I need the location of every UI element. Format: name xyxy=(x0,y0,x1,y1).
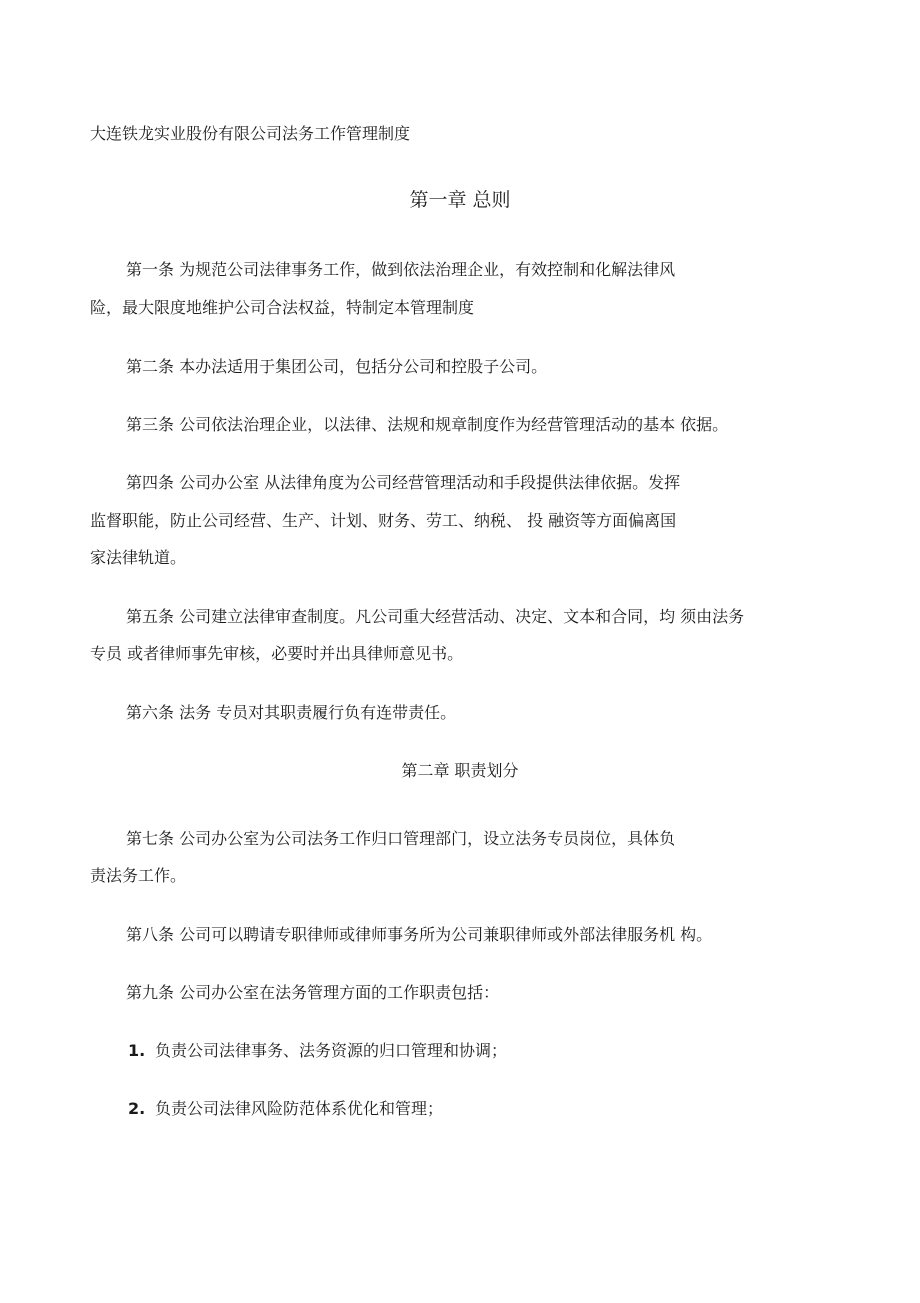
article-2-line-1: 第二条 本办法适用于集团公司，包括分公司和控股子公司。 xyxy=(126,357,548,376)
duty-item-2-number: 2. xyxy=(128,1099,146,1118)
article-3-line-1: 第三条 公司依法治理企业，以法律、法规和规章制度作为经营管理活动的基本 依据。 xyxy=(126,415,729,434)
article-8-line-1: 第八条 公司可以聘请专职律师或律师事务所为公司兼职律师或外部法律服务机 构。 xyxy=(126,925,713,944)
article-5-line-1: 第五条 公司建立法律审查制度。凡公司重大经营活动、决定、文本和合同，均 须由法务 xyxy=(126,607,745,626)
chapter-2-heading: 第二章 职责划分 xyxy=(401,761,519,780)
article-6-line-1: 第六条 法务 专员对其职责履行负有连带责任。 xyxy=(126,703,457,722)
article-4-line-1: 第四条 公司办公室 从法律角度为公司经营管理活动和手段提供法律依据。发挥 xyxy=(126,473,681,492)
article-1-line-2: 险，最大限度地维护公司合法权益，特制定本管理制度 xyxy=(90,298,475,317)
chapter-1-heading: 第一章 总则 xyxy=(409,189,511,211)
article-4-line-3: 家法律轨道。 xyxy=(90,548,187,567)
article-4-line-2: 监督职能，防止公司经营、生产、计划、财务、劳工、纳税、 投 融资等方面偏离国 xyxy=(90,511,677,530)
article-5-line-2: 专员 或者律师事先审核，必要时并出具律师意见书。 xyxy=(90,644,464,663)
duty-item-1 xyxy=(128,1040,507,1062)
article-9-line-1: 第九条 公司办公室在法务管理方面的工作职责包括： xyxy=(126,983,500,1002)
duty-item-2-text: 负责公司法律风险防范体系优化和管理； xyxy=(155,1099,444,1118)
duty-item-1-text: 负责公司法律事务、法务资源的归口管理和协调； xyxy=(155,1041,508,1060)
duty-item-2 xyxy=(128,1098,443,1120)
article-7-line-1: 第七条 公司办公室为公司法务工作归口管理部门，设立法务专员岗位，具体负 xyxy=(126,829,676,848)
article-7-line-2: 责法务工作。 xyxy=(90,866,187,885)
document-title: 大连铁龙实业股份有限公司法务工作管理制度 xyxy=(90,124,411,143)
article-1-line-1: 第一条 为规范公司法律事务工作，做到依法治理企业，有效控制和化解法律风 xyxy=(126,260,676,279)
duty-item-1-number: 1. xyxy=(128,1041,146,1060)
